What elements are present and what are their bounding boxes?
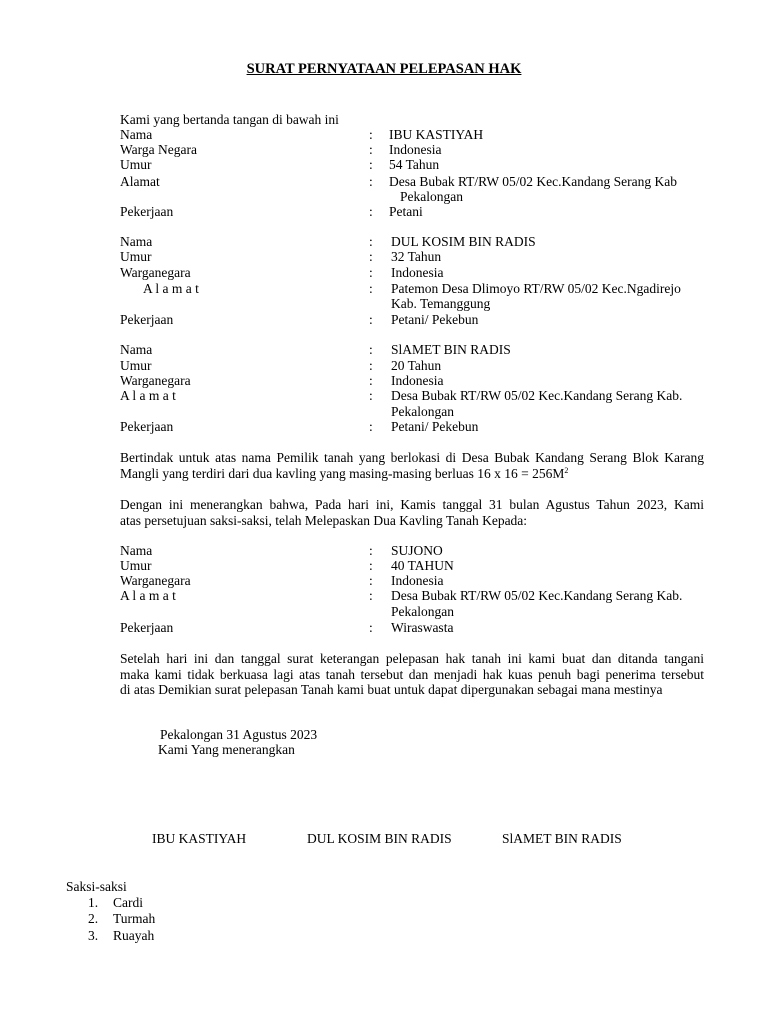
paragraph-line: Bertindak untuk atas nama Pemilik tanah yang berlokasi di Desa Bubak Kandang Serang Blok Karang [120, 450, 704, 465]
witness-heading: Saksi-saksi [66, 879, 127, 894]
value-umur: 32 Tahun [391, 249, 442, 264]
separator: : [369, 620, 373, 635]
value-nama: SUJONO [391, 543, 443, 558]
separator: : [369, 265, 373, 280]
label-alamat: A l a m a t [120, 388, 176, 403]
value-alamat-cont: Pekalongan [391, 604, 454, 619]
separator: : [369, 142, 373, 157]
list-number: 2. [88, 911, 99, 926]
label-nama: Nama [120, 234, 153, 249]
separator: : [369, 573, 373, 588]
value-nama: DUL KOSIM BIN RADIS [391, 234, 536, 249]
separator: : [369, 373, 373, 388]
separator: : [369, 281, 373, 296]
separator: : [369, 388, 373, 403]
paragraph-closing [120, 651, 704, 698]
list-number: 1. [88, 895, 99, 910]
place-date: Pekalongan 31 Agustus 2023 [160, 727, 318, 742]
label-nama: Nama [120, 342, 153, 357]
label-alamat: A l a m a t [120, 588, 176, 603]
value-alamat-cont: Kab. Temanggung [391, 296, 491, 311]
witness-name: Turmah [113, 911, 156, 926]
value-umur: 54 Tahun [389, 157, 440, 172]
label-pekerjaan: Pekerjaan [120, 204, 174, 219]
value-alamat-cont: Pekalongan [391, 404, 454, 419]
paragraph-statement [120, 497, 704, 528]
label-warga-negara: Warga Negara [120, 142, 197, 157]
intro-text: Kami yang bertanda tangan di bawah ini [120, 112, 339, 127]
label-alamat: Alamat [120, 174, 160, 189]
value-umur: 40 TAHUN [391, 558, 454, 573]
signatory-name: IBU KASTIYAH [152, 831, 247, 846]
value-pekerjaan: Petani [389, 204, 423, 219]
separator: : [369, 249, 373, 264]
separator: : [369, 312, 373, 327]
separator: : [369, 157, 373, 172]
separator: : [369, 588, 373, 603]
separator: : [369, 419, 373, 434]
label-warganegara: Warganegara [120, 265, 191, 280]
label-warganegara: Warganegara [120, 373, 191, 388]
paragraph-line: Mangli yang terdiri dari dua kavling yang masing-masing berluas 16 x $16 = 256M^2$ [120, 465, 569, 481]
label-umur: Umur [120, 358, 152, 373]
label-pekerjaan: Pekerjaan [120, 620, 174, 635]
value-alamat: Desa Bubak RT/RW 05/02 Kec.Kandang Serang Kab. [391, 388, 683, 403]
label-nama: Nama [120, 543, 153, 558]
value-alamat: Desa Bubak RT/RW 05/02 Kec.Kandang Serang Kab. [391, 588, 683, 603]
paragraph-line: maka kami tidak berkuasa lagi atas tanah tersebut dan menjadi hak kuas penuh bagi penerima tersebut [120, 666, 704, 682]
value-pekerjaan: Petani/ Pekebun [391, 312, 479, 327]
signatory-name: DUL KOSIM BIN RADIS [307, 831, 452, 846]
separator: : [369, 558, 373, 573]
separator: : [369, 358, 373, 373]
closing-statement: Kami Yang menerangkan [158, 742, 295, 757]
paragraph-line: Setelah hari ini dan tanggal surat keterangan pelepasan hak tanah ini kami buat dan ditanda tangani [120, 651, 704, 666]
separator: : [369, 174, 373, 189]
label-pekerjaan: Pekerjaan [120, 419, 174, 434]
paragraph-ownership [120, 450, 704, 481]
paragraph-line: di atas Demikian surat pelepasan Tanah kami buat untuk dapat dipergunakan sebagai mana mestinya [120, 682, 663, 697]
value-warga-negara: Indonesia [389, 142, 442, 157]
value-umur: 20 Tahun [391, 358, 442, 373]
label-umur: Umur [120, 249, 152, 264]
label-pekerjaan: Pekerjaan [120, 312, 174, 327]
value-nama: IBU KASTIYAH [389, 127, 484, 142]
label-umur: Umur [120, 157, 152, 172]
witness-name: Cardi [113, 895, 143, 910]
value-warganegara: Indonesia [391, 265, 444, 280]
witness-name: Ruayah [113, 928, 155, 943]
superscript: 2 [564, 465, 569, 475]
value-warganegara: Indonesia [391, 573, 444, 588]
separator: : [369, 127, 373, 142]
value-alamat-cont: Pekalongan [400, 189, 463, 204]
label-nama: Nama [120, 127, 153, 142]
value-nama: SlAMET BIN RADIS [391, 342, 511, 357]
value-alamat: Patemon Desa Dlimoyo RT/RW 05/02 Kec.Ngadirejo [391, 281, 681, 296]
separator: : [369, 543, 373, 558]
list-number: 3. [88, 928, 99, 943]
value-alamat: Desa Bubak RT/RW 05/02 Kec.Kandang Serang Kab [389, 174, 678, 189]
label-warganegara: Warganegara [120, 573, 191, 588]
signatory-name: SlAMET BIN RADIS [502, 831, 622, 846]
value-pekerjaan: Wiraswasta [391, 620, 454, 635]
paragraph-line: Dengan ini menerangkan bahwa, Pada hari ini, Kamis tanggal 31 bulan Agustus Tahun 2023, Kami [120, 497, 704, 512]
label-alamat: A l a m a t [143, 281, 199, 296]
separator: : [369, 204, 373, 219]
separator: : [369, 342, 373, 357]
value-pekerjaan: Petani/ Pekebun [391, 419, 479, 434]
paragraph-line: atas persetujuan saksi-saksi, telah Melepaskan Dua Kavling Tanah Kepada: [120, 512, 528, 528]
label-umur: Umur [120, 558, 152, 573]
separator: : [369, 234, 373, 249]
document-title: SURAT PERNYATAAN PELEPASAN HAK [246, 61, 522, 77]
value-warganegara: Indonesia [391, 373, 444, 388]
